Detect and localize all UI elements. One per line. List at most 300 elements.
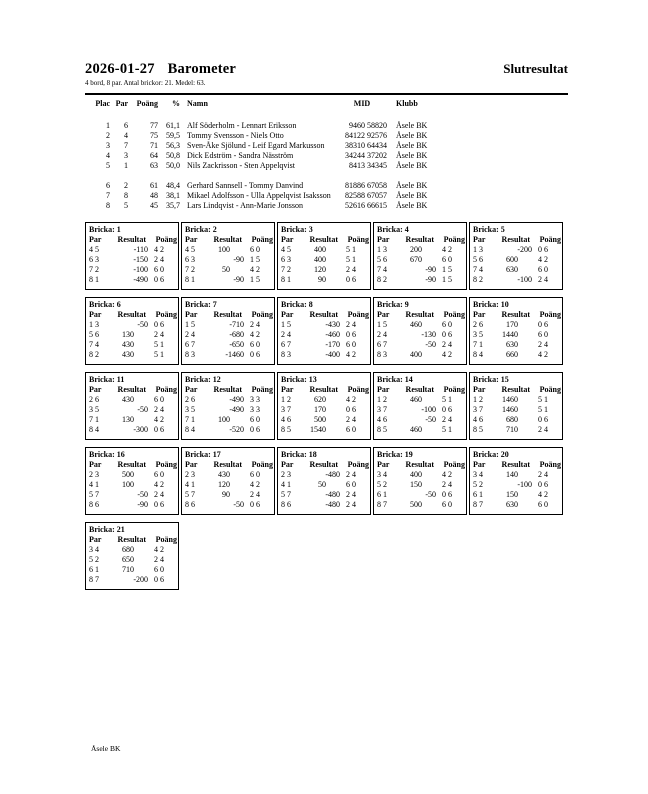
bricka-poang: 5 1 [154,340,164,349]
bricka-poang: 1 5 [250,255,260,264]
result-plac: 6 [106,181,110,190]
bricka-poang: 4 2 [250,480,260,489]
bricka-par: 6 3 [185,255,195,264]
col-poang: Poäng [136,99,158,108]
bricka-resultat: 170 [314,405,326,414]
bricka-col-resultat: Resultat [117,535,146,544]
bricka-poang: 2 4 [154,405,164,414]
report-subtitle: 4 bord, 8 par. Antal brickor: 21. Medel: 63. [85,79,206,87]
bricka-row [89,395,177,405]
bricka-header-row [281,460,369,470]
bricka-header-row [377,235,465,245]
bricka-poang: 4 2 [442,350,452,359]
bricka-row [377,500,465,510]
bricka-par: 3 5 [473,330,483,339]
bricka-header-row [185,235,273,245]
bricka-table [181,297,275,365]
bricka-poang: 1 5 [250,275,260,284]
bricka-table [469,372,563,440]
col-par: Par [115,99,128,108]
bricka-row [89,405,177,415]
bricka-row [89,470,177,480]
bricka-row [281,500,369,510]
bricka-poang: 2 4 [250,320,260,329]
bricka-table [85,222,179,290]
bricka-poang: 2 4 [154,255,164,264]
bricka-table [181,372,275,440]
bricka-par: 2 3 [281,470,291,479]
bricka-col-par: Par [185,235,198,244]
bricka-header-row [89,310,177,320]
bricka-col-resultat: Resultat [213,235,242,244]
bricka-poang: 2 4 [442,340,452,349]
result-poang: 71 [150,141,158,150]
bricka-par: 1 5 [185,320,195,329]
bricka-col-par: Par [281,460,294,469]
bricka-col-poang: Poäng [347,385,369,394]
bricka-par: 7 4 [473,265,483,274]
report-name: Barometer [167,61,237,77]
result-mid: 8413 34345 [349,161,387,170]
bricka-par: 1 2 [377,395,387,404]
bricka-title: Bricka: 12 [185,375,221,384]
bricka-poang: 4 2 [442,470,452,479]
bricka-poang: 1 5 [442,265,452,274]
bricka-row [185,340,273,350]
bricka-row [473,470,561,480]
bricka-par: 3 7 [377,405,387,414]
results-body [85,121,568,211]
result-mid: 82588 67057 [345,191,387,200]
bricka-row [473,480,561,490]
bricka-row [377,255,465,265]
bricka-col-par: Par [89,235,102,244]
bricka-par: 5 6 [89,330,99,339]
bricka-par: 5 2 [377,480,387,489]
bricka-resultat: 150 [410,480,422,489]
bricka-poang: 6 0 [250,415,260,424]
bricka-header-row [89,385,177,395]
bricka-par: 8 2 [377,275,387,284]
result-poang: 64 [150,151,158,160]
bricka-poang: 2 4 [538,340,548,349]
bricka-poang: 2 4 [346,415,356,424]
bricka-title: Bricka: 5 [473,225,505,234]
bricka-title: Bricka: 19 [377,450,413,459]
bricka-poang: 0 6 [250,350,260,359]
bricka-col-resultat: Resultat [309,310,338,319]
bricka-title: Bricka: 6 [89,300,121,309]
bricka-row [185,320,273,330]
result-mid: 9460 58820 [349,121,387,130]
bricka-col-par: Par [377,385,390,394]
bricka-par: 4 5 [89,245,99,254]
bricka-poang: 2 4 [154,555,164,564]
bricka-row [281,470,369,480]
bricka-par: 6 1 [377,490,387,499]
bricka-resultat: 50 [318,480,326,489]
result-klubb: Åsele BK [396,121,428,130]
bricka-resultat: 710 [122,565,134,574]
bricka-poang: 0 6 [154,320,164,329]
bricka-row [89,575,177,585]
bricka-header-row [377,310,465,320]
bricka-resultat: 1540 [310,425,326,434]
bricka-resultat: 130 [122,415,134,424]
bricka-par: 2 6 [185,395,195,404]
bricka-header-row [185,385,273,395]
result-plac: 2 [106,131,110,140]
bricka-par: 8 6 [281,500,291,509]
bricka-par: 4 5 [281,245,291,254]
bricka-resultat: -90 [137,500,148,509]
bricka-row [377,415,465,425]
bricka-header-row [89,235,177,245]
col-namn: Namn [187,99,208,108]
bricka-row [281,265,369,275]
bricka-row [89,500,177,510]
bricka-row [281,245,369,255]
bricka-row [281,415,369,425]
bricka-row [377,470,465,480]
bricka-resultat: -90 [425,275,436,284]
bricka-poang: 6 0 [250,245,260,254]
bricka-resultat: -110 [133,245,148,254]
bricka-poang: 0 6 [154,500,164,509]
bricka-par: 8 3 [185,350,195,359]
bricka-title: Bricka: 7 [185,300,217,309]
bricka-poang: 0 6 [346,330,356,339]
bricka-poang: 0 6 [538,480,548,489]
bricka-col-par: Par [473,310,486,319]
bricka-col-resultat: Resultat [501,310,530,319]
bricka-poang: 6 0 [538,500,548,509]
bricka-poang: 2 4 [538,470,548,479]
bricka-resultat: -520 [229,425,244,434]
bricka-par: 1 5 [377,320,387,329]
bricka-col-resultat: Resultat [405,460,434,469]
bricka-par: 2 4 [377,330,387,339]
bricka-poang: 0 6 [154,575,164,584]
results-header-row [85,99,568,109]
bricka-col-poang: Poäng [443,385,465,394]
result-par: 7 [124,141,128,150]
bricka-col-poang: Poäng [539,310,561,319]
bricka-table [469,447,563,515]
bricka-row [473,500,561,510]
results-row [85,151,568,161]
bricka-resultat: -150 [133,255,148,264]
bricka-col-poang: Poäng [539,235,561,244]
result-klubb: Åsele BK [396,151,428,160]
bricka-title: Bricka: 20 [473,450,509,459]
bricka-row [281,320,369,330]
col-plac: Plac [95,99,110,108]
bricka-poang: 2 4 [538,275,548,284]
bricka-col-poang: Poäng [539,385,561,394]
bricka-row [281,340,369,350]
bricka-poang: 0 6 [442,405,452,414]
bricka-par: 3 5 [89,405,99,414]
bricka-row [473,320,561,330]
result-plac: 3 [106,141,110,150]
report-content [85,61,568,590]
bricka-par: 8 1 [185,275,195,284]
bricka-row [185,480,273,490]
bricka-par: 2 6 [89,395,99,404]
bricka-par: 5 7 [89,490,99,499]
result-pct: 38,1 [166,191,180,200]
result-namn: Nils Zackrisson - Sten Appelqvist [187,161,295,170]
bricka-col-par: Par [473,460,486,469]
bricka-row [185,470,273,480]
bricka-resultat: -490 [133,275,148,284]
bricka-poang: 4 2 [346,395,356,404]
bricka-resultat: 90 [318,275,326,284]
bricka-title: Bricka: 2 [185,225,217,234]
bricka-poang: 6 0 [154,565,164,574]
bricka-par: 4 6 [377,415,387,424]
bricka-par: 8 7 [89,575,99,584]
bricka-par: 8 5 [281,425,291,434]
bricka-resultat: 650 [122,555,134,564]
bricka-row [89,245,177,255]
result-namn: Mikael Adolfsson - Ulla Appelqvist Isaksson [187,191,331,200]
bricka-table [373,297,467,365]
bricka-par: 1 5 [281,320,291,329]
bricka-resultat: 130 [122,330,134,339]
bricka-poang: 6 0 [154,265,164,274]
bricka-col-poang: Poäng [155,460,177,469]
bricka-par: 1 2 [281,395,291,404]
result-namn: Sven-Åke Sjölund - Leif Egard Markusson [187,141,325,150]
bricka-row [185,330,273,340]
bricka-poang: 4 2 [154,415,164,424]
bricka-par: 8 7 [473,500,483,509]
bricka-poang: 2 4 [346,470,356,479]
result-pct: 50,0 [166,161,180,170]
bricka-par: 5 2 [473,480,483,489]
bricka-par: 8 2 [89,350,99,359]
bricka-resultat: -430 [325,320,340,329]
bricka-poang: 3 3 [250,405,260,414]
bricka-resultat: 100 [218,245,230,254]
result-pct: 56,3 [166,141,180,150]
bricka-row [185,275,273,285]
result-klubb: Åsele BK [396,191,428,200]
bricka-poang: 2 4 [442,415,452,424]
col-mid: MID [353,99,371,108]
bricka-par: 1 2 [473,395,483,404]
bricka-poang: 6 0 [346,480,356,489]
bricka-row [377,275,465,285]
bricka-row [185,490,273,500]
bricka-col-par: Par [89,310,102,319]
bricka-row [89,255,177,265]
bricka-col-resultat: Resultat [213,460,242,469]
bricka-par: 1 3 [377,245,387,254]
bricka-resultat: -100 [133,265,148,274]
bricka-col-poang: Poäng [155,310,177,319]
bricka-header-row [281,310,369,320]
bricka-table [85,447,179,515]
bricka-par: 6 3 [281,255,291,264]
bricka-par: 8 1 [89,275,99,284]
bricka-table [373,372,467,440]
bricka-par: 7 4 [89,340,99,349]
bricka-par: 8 3 [281,350,291,359]
bricka-resultat: -100 [517,275,532,284]
bricka-poang: 5 1 [442,425,452,434]
bricka-title: Bricka: 3 [281,225,313,234]
bricka-par: 7 4 [377,265,387,274]
bricka-row [473,255,561,265]
result-par: 8 [124,191,128,200]
bricka-par: 8 5 [473,425,483,434]
bricka-col-poang: Poäng [155,535,177,544]
bricka-row [281,350,369,360]
result-mid: 38310 64434 [345,141,387,150]
result-klubb: Åsele BK [396,131,428,140]
bricka-poang: 4 2 [538,490,548,499]
result-plac: 1 [106,121,110,130]
bricka-header-row [89,535,177,545]
bricka-col-poang: Poäng [443,460,465,469]
col-pct: % [172,99,180,108]
bricka-row [377,405,465,415]
bricka-row [281,480,369,490]
result-mid: 34244 37202 [345,151,387,160]
bricka-resultat: 170 [506,320,518,329]
result-mid: 81886 67058 [345,181,387,190]
bricka-row [185,500,273,510]
bricka-resultat: 660 [506,350,518,359]
bricka-resultat: 400 [410,470,422,479]
bricka-col-poang: Poäng [251,310,273,319]
bricka-table [277,297,371,365]
bricka-poang: 6 0 [250,340,260,349]
bricka-par: 5 6 [377,255,387,264]
result-poang: 48 [150,191,158,200]
bricka-col-resultat: Resultat [213,385,242,394]
bricka-par: 8 6 [185,500,195,509]
result-poang: 63 [150,161,158,170]
bricka-par: 4 1 [281,480,291,489]
results-row [85,121,568,131]
result-poang: 75 [150,131,158,140]
results-row [85,141,568,151]
bricka-col-par: Par [473,385,486,394]
bricka-row [473,340,561,350]
bricka-row [185,245,273,255]
bricka-row [185,265,273,275]
bricka-resultat: -90 [233,275,244,284]
results-row [85,191,568,201]
bricka-col-par: Par [89,460,102,469]
result-pct: 61,1 [166,121,180,130]
bricka-row [473,245,561,255]
bricka-poang: 0 6 [250,500,260,509]
bricka-resultat: -300 [133,425,148,434]
bricka-par: 2 4 [185,330,195,339]
bricka-par: 7 1 [185,415,195,424]
bricka-poang: 2 4 [538,425,548,434]
bricka-resultat: -50 [425,415,436,424]
bricka-col-resultat: Resultat [117,310,146,319]
bricka-col-par: Par [281,235,294,244]
bricka-par: 8 2 [473,275,483,284]
result-pct: 35,7 [166,201,180,210]
bricka-row [89,320,177,330]
bricka-header-row [281,385,369,395]
bricka-resultat: -90 [233,255,244,264]
bricka-par: 3 4 [473,470,483,479]
bricka-poang: 2 4 [442,480,452,489]
bricka-resultat: 100 [122,480,134,489]
bricka-poang: 2 4 [346,500,356,509]
bricka-col-par: Par [185,460,198,469]
result-par: 5 [124,201,128,210]
bricka-col-poang: Poäng [539,460,561,469]
result-plac: 7 [106,191,110,200]
bricka-col-poang: Poäng [347,460,369,469]
bricka-poang: 2 4 [346,265,356,274]
bricka-title: Bricka: 9 [377,300,409,309]
bricka-par: 1 3 [473,245,483,254]
bricka-title: Bricka: 13 [281,375,317,384]
bricka-col-par: Par [377,310,390,319]
bricka-header-row [473,460,561,470]
bricka-resultat: -490 [229,405,244,414]
bricka-resultat: 1460 [502,395,518,404]
bricka-resultat: -480 [325,500,340,509]
bricka-resultat: -90 [425,265,436,274]
result-plac: 5 [106,161,110,170]
bricka-row [377,340,465,350]
bricka-header-row [377,385,465,395]
results-row [85,181,568,191]
bricka-poang: 4 2 [154,545,164,554]
bricka-resultat: -480 [325,470,340,479]
footer-club: Åsele BK [91,744,121,753]
bricka-resultat: 500 [410,500,422,509]
bricka-table [277,447,371,515]
bricka-poang: 0 6 [154,275,164,284]
bricka-row [473,405,561,415]
bricka-row [89,275,177,285]
bricka-par: 3 5 [185,405,195,414]
bricka-header-row [281,235,369,245]
header-divider [85,93,568,95]
bricka-resultat: 430 [122,350,134,359]
bricka-resultat: 1440 [502,330,518,339]
bricka-par: 8 4 [89,425,99,434]
bricka-row [89,545,177,555]
bricka-par: 6 7 [281,340,291,349]
bricka-par: 8 4 [473,350,483,359]
result-plac: 8 [106,201,110,210]
bricka-resultat: 120 [314,265,326,274]
bricka-col-resultat: Resultat [501,235,530,244]
bricka-header-row [185,310,273,320]
bricka-poang: 0 6 [346,275,356,284]
bricka-poang: 2 4 [250,490,260,499]
bricka-poang: 6 0 [442,320,452,329]
report-date: 2026-01-27 [85,61,155,77]
bricka-title: Bricka: 8 [281,300,313,309]
bricka-row [473,425,561,435]
bricka-col-resultat: Resultat [405,235,434,244]
